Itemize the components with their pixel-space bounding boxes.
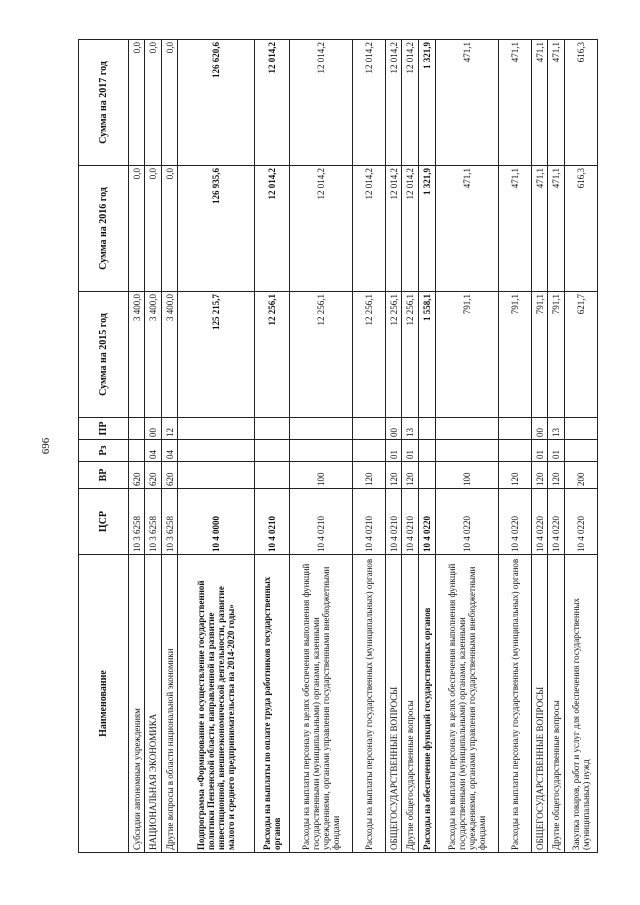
cell-name: ОБЩЕГОСУДАРСТВЕННЫЕ ВОПРОСЫ	[385, 555, 401, 853]
cell-pr: 13	[548, 418, 564, 440]
cell-name: Закупка товаров, работ и услуг для обеспечения государственных (муниципальных) нужд	[564, 555, 597, 853]
cell-name: Подпрограмма «Формирование и осуществление государственной политики Пензенской области, направленной на развитие инвестиционной, внешнеэкономической деятельности, развитие малого и среднего предпринимательства на 2014-2020 годы»	[178, 555, 255, 853]
cell-vr: 620	[145, 462, 161, 489]
table-row	[178, 40, 255, 853]
cell-2015: 12 256,1	[402, 292, 418, 418]
cell-name: ОБЩЕГОСУДАРСТВЕННЫЕ ВОПРОСЫ	[531, 555, 547, 853]
cell-csr: 10 4 0000	[178, 489, 255, 555]
cell-name: Другие вопросы в области национальной экономики	[161, 555, 177, 853]
cell-pr	[353, 418, 386, 440]
header-name: Наименование	[79, 555, 129, 853]
cell-2015: 791,1	[436, 292, 499, 418]
table-row	[161, 40, 177, 853]
cell-2015: 3 400,0	[145, 292, 161, 418]
cell-name: Расходы на выплаты по оплате труда работников государственных органов	[255, 555, 290, 853]
cell-vr: 100	[436, 462, 499, 489]
header-vr: ВР	[79, 462, 129, 489]
table-row	[402, 40, 418, 853]
table-row	[436, 40, 499, 853]
cell-2017: 12 014,2	[290, 40, 353, 166]
cell-2017: 0,0	[161, 40, 177, 166]
cell-vr: 620	[129, 462, 145, 489]
cell-2017: 471,1	[436, 40, 499, 166]
cell-pr	[178, 418, 255, 440]
cell-csr: 10 3 6258	[129, 489, 145, 555]
cell-rz: 01	[402, 440, 418, 462]
cell-csr: 10 4 0220	[548, 489, 564, 555]
cell-pr	[290, 418, 353, 440]
cell-2016: 12 014,2	[353, 166, 386, 292]
cell-2017: 12 014,2	[255, 40, 290, 166]
cell-2016: 12 014,2	[255, 166, 290, 292]
cell-pr	[564, 418, 597, 440]
cell-2015: 791,1	[531, 292, 547, 418]
cell-rz	[499, 440, 532, 462]
cell-vr: 120	[531, 462, 547, 489]
cell-2017: 12 014,2	[353, 40, 386, 166]
table-row	[564, 40, 597, 853]
header-pr: ПР	[79, 418, 129, 440]
cell-2015: 621,7	[564, 292, 597, 418]
cell-pr: 12	[161, 418, 177, 440]
cell-rz: 01	[531, 440, 547, 462]
cell-2016: 1 321,9	[418, 166, 436, 292]
cell-csr: 10 3 6258	[145, 489, 161, 555]
cell-2017: 1 321,9	[418, 40, 436, 166]
cell-2016: 0,0	[145, 166, 161, 292]
cell-name: Субсидии автономным учреждениям	[129, 555, 145, 853]
cell-2015: 125 215,7	[178, 292, 255, 418]
cell-vr	[178, 462, 255, 489]
cell-pr	[436, 418, 499, 440]
cell-2015: 12 256,1	[385, 292, 401, 418]
cell-name: Расходы на обеспечение функций государственных органов	[418, 555, 436, 853]
cell-2016: 471,1	[531, 166, 547, 292]
cell-2015: 791,1	[548, 292, 564, 418]
header-2017: Сумма на 2017 год	[79, 40, 129, 166]
cell-vr: 120	[548, 462, 564, 489]
cell-2017: 471,1	[548, 40, 564, 166]
cell-vr: 100	[290, 462, 353, 489]
table-row	[548, 40, 564, 853]
cell-rz: 01	[385, 440, 401, 462]
cell-2016: 471,1	[548, 166, 564, 292]
cell-name: Расходы на выплаты персоналу государственных (муниципальных) органов	[499, 555, 532, 853]
cell-2015: 3 400,0	[129, 292, 145, 418]
cell-2017: 126 620,6	[178, 40, 255, 166]
cell-csr: 10 3 6258	[161, 489, 177, 555]
cell-vr: 120	[353, 462, 386, 489]
cell-csr: 10 4 0220	[418, 489, 436, 555]
budget-table	[78, 39, 598, 853]
cell-csr: 10 4 0210	[255, 489, 290, 555]
cell-2017: 12 014,2	[385, 40, 401, 166]
cell-name: Другие общегосударственные вопросы	[548, 555, 564, 853]
cell-2016: 12 014,2	[402, 166, 418, 292]
cell-rz: 04	[145, 440, 161, 462]
cell-vr	[418, 462, 436, 489]
cell-2015: 1 558,1	[418, 292, 436, 418]
cell-csr: 10 4 0220	[531, 489, 547, 555]
table-row	[499, 40, 532, 853]
cell-name: Расходы на выплаты персоналу государственных (муниципальных) органов	[353, 555, 386, 853]
cell-2017: 616,3	[564, 40, 597, 166]
cell-csr: 10 4 0210	[290, 489, 353, 555]
table-row	[531, 40, 547, 853]
cell-pr: 00	[385, 418, 401, 440]
cell-2015: 791,1	[499, 292, 532, 418]
cell-rz	[418, 440, 436, 462]
table-row	[255, 40, 290, 853]
cell-2015: 12 256,1	[290, 292, 353, 418]
cell-rz	[129, 440, 145, 462]
cell-rz	[353, 440, 386, 462]
cell-rz	[290, 440, 353, 462]
cell-rz	[255, 440, 290, 462]
cell-2016: 471,1	[436, 166, 499, 292]
cell-pr: 00	[145, 418, 161, 440]
cell-2016: 126 935,6	[178, 166, 255, 292]
table-body	[129, 40, 598, 853]
cell-2016: 12 014,2	[385, 166, 401, 292]
table-row	[129, 40, 145, 853]
cell-2017: 471,1	[499, 40, 532, 166]
cell-vr	[255, 462, 290, 489]
cell-pr	[418, 418, 436, 440]
cell-csr: 10 4 0220	[499, 489, 532, 555]
cell-2017: 0,0	[145, 40, 161, 166]
cell-2017: 12 014,2	[402, 40, 418, 166]
cell-csr: 10 4 0210	[402, 489, 418, 555]
cell-rz: 01	[548, 440, 564, 462]
cell-2016: 616,3	[564, 166, 597, 292]
cell-rz	[178, 440, 255, 462]
page-number: 696	[40, 437, 52, 455]
cell-vr: 620	[161, 462, 177, 489]
cell-name: Расходы на выплаты персоналу в целях обеспечения выполнения функций государственными (муниципальными) органами, казенными учреждениями, органами управления государственными внебюджетными фондами	[290, 555, 353, 853]
table-row	[353, 40, 386, 853]
cell-csr: 10 4 0210	[385, 489, 401, 555]
cell-rz: 04	[161, 440, 177, 462]
cell-2015: 3 400,0	[161, 292, 177, 418]
cell-csr: 10 4 0210	[353, 489, 386, 555]
cell-rz	[436, 440, 499, 462]
header-2016: Сумма на 2016 год	[79, 166, 129, 292]
cell-vr: 120	[402, 462, 418, 489]
cell-2016: 12 014,2	[290, 166, 353, 292]
table-row	[385, 40, 401, 853]
cell-vr: 120	[385, 462, 401, 489]
table-row	[290, 40, 353, 853]
cell-pr	[255, 418, 290, 440]
header-2015: Сумма на 2015 год	[79, 292, 129, 418]
cell-csr: 10 4 0220	[564, 489, 597, 555]
cell-2017: 0,0	[129, 40, 145, 166]
header-row	[79, 40, 129, 853]
cell-2016: 0,0	[161, 166, 177, 292]
cell-rz	[564, 440, 597, 462]
cell-csr: 10 4 0220	[436, 489, 499, 555]
cell-name: Расходы на выплаты персоналу в целях обеспечения выполнения функций государственными (муниципальными) органами, казенными учреждениями, органами управления государственными внебюджетными фондами	[436, 555, 499, 853]
cell-pr	[129, 418, 145, 440]
cell-name: НАЦИОНАЛЬНАЯ ЭКОНОМИКА	[145, 555, 161, 853]
cell-2016: 471,1	[499, 166, 532, 292]
cell-2015: 12 256,1	[255, 292, 290, 418]
table-row	[145, 40, 161, 853]
cell-vr: 200	[564, 462, 597, 489]
cell-vr: 120	[499, 462, 532, 489]
cell-2015: 12 256,1	[353, 292, 386, 418]
cell-pr: 13	[402, 418, 418, 440]
cell-2016: 0,0	[129, 166, 145, 292]
cell-name: Другие общегосударственные вопросы	[402, 555, 418, 853]
rotated-table-wrapper	[78, 40, 598, 853]
header-rz: Рз	[79, 440, 129, 462]
cell-2017: 471,1	[531, 40, 547, 166]
cell-pr	[499, 418, 532, 440]
table-row	[418, 40, 436, 853]
cell-pr: 00	[531, 418, 547, 440]
header-csr: ЦСР	[79, 489, 129, 555]
